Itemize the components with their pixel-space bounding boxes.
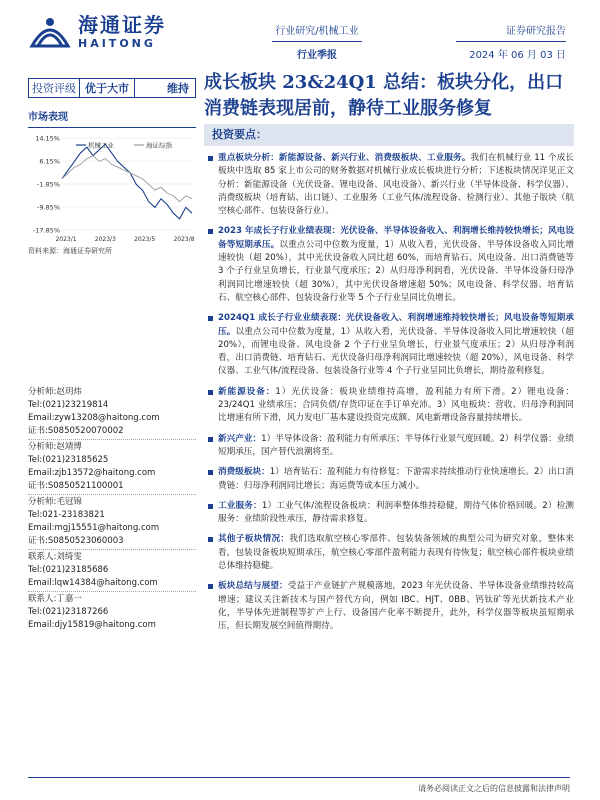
market-performance-section bbox=[28, 108, 196, 256]
x-tick-label: 2023/8 bbox=[173, 236, 195, 243]
analyst-line: Email:zjb13572@haitong.com bbox=[28, 468, 156, 478]
chart-source: 资料来源：海通证券研究所 bbox=[28, 247, 112, 255]
rating-value: 优于大市 bbox=[80, 79, 135, 97]
x-tick-label: 2023/5 bbox=[134, 236, 156, 243]
legal-footer: 请务必阅读正文之后的信息披露和法律声明 bbox=[418, 784, 570, 793]
market-chart-svg bbox=[28, 134, 196, 244]
series-line-machinery bbox=[62, 144, 192, 219]
analyst-line: Tel:(021)23187266 bbox=[28, 607, 109, 617]
report-type: 行业季报 bbox=[297, 50, 337, 61]
key-point-body: 我们在机械行业 11 个成长板块中选取 85 家上市公司的财务数据对机械行业成长板块进行分析；下述板块情况详见正文分析：新能源设备（光伏设备、锂电设备、风电设备）、新兴行业（半导体设备、科学仪器）、消费级板块（培育钻、出口链）、工业服务（工业气体/流程设备、检测行业）、其他子版块（航空核心部件、包装设备行业）。 bbox=[218, 153, 574, 217]
key-point-body: 以重点公司中位数为度量，1）从收入看，光伏设备、半导体设备收入同比增速较快（超 20%），而锂电设备、风电设备 2 个子行业呈负增长，行业景气度承压；2）从归母净利润看，出口消费链、培育钻石、光伏设备归母净利润同比增速较快（超 20%），风电设备、科学仪器、工业气体/流程设备、包装设备行业等 4 个子行业呈同比负增长，期待盈利修复。 bbox=[218, 326, 574, 377]
key-point-lead: 2023 年成长子行业业绩表现：光伏设备、半导体设备收入、利润增长维持较快增长；风电设备等短期承压。 bbox=[218, 226, 574, 250]
page-header bbox=[0, 0, 600, 64]
company-logo bbox=[28, 12, 166, 50]
logo-chinese: 海通证券 bbox=[78, 12, 166, 37]
series-line-index bbox=[62, 156, 192, 202]
report-title: 成长板块 23&24Q1 总结：板块分化，出口消费链表现居前，静待工业服务修复 bbox=[204, 72, 564, 119]
analyst-line: Tel:(021)23185686 bbox=[28, 565, 109, 575]
analyst-line: 分析师:赵靖博 bbox=[28, 442, 82, 452]
key-point-body: 1）半导体设备：盈利能力有所承压；半导体行业景气度回暖。2）科学仪器：业绩短期承压，国产替代浪潮将至。 bbox=[218, 433, 574, 457]
analyst-line: Email:djy15819@haitong.com bbox=[28, 620, 156, 630]
analyst-line: 证书:S0850521100001 bbox=[28, 481, 124, 491]
rating-change: 维持 bbox=[167, 82, 189, 95]
key-point-lead: 2024Q1 成长子行业业绩表现：光伏设备收入、利润增速维持较快增长；风电设备等短期承压。 bbox=[218, 313, 574, 337]
analyst-line: 分析师:毛冠锦 bbox=[28, 497, 82, 507]
key-point-body: 受益于产业链扩产规模落地，2023 年光伏设备、半导体设备业绩维持较高增速；建议关注新技术与国产替代方向，例如 IBC、HJT、0BB、钙钛矿等光伏新技术产业化，半导体先进制程等扩产上行、设备国产化率不断提升，此外，科学仪器等板块虽短期承压，但长期发展空间值得期待。 bbox=[218, 581, 574, 632]
y-tick-label: -17.85% bbox=[32, 226, 60, 235]
document-type: 证券研究报告 bbox=[456, 22, 566, 42]
key-point-body: 1）光伏设备：板块业绩维持高增，盈利能力有所下滑。2）锂电设备：23/24Q1 业绩承压；合同负债/存货印证在手订单充沛。3）风电板块：营收、归母净利润同比增速有所下滑，风力发电厂基本建设投资完成额、风电新增设备容量持续增长。 bbox=[218, 386, 574, 424]
key-point-lead: 新能源设备： bbox=[218, 386, 276, 397]
key-point-body: 1）培育钻石：盈利能力有待修复；下游需求持续推动行业快速增长。2）出口消费链：归母净利润同比增长；海运费等成本压力减小。 bbox=[218, 467, 574, 491]
analyst-contacts bbox=[28, 386, 196, 632]
key-point-item bbox=[204, 152, 574, 218]
y-tick-label: 14.15% bbox=[35, 134, 60, 143]
key-points-list bbox=[204, 152, 574, 634]
y-tick-label: -9.85% bbox=[37, 203, 60, 212]
y-tick-label: 6.15% bbox=[39, 157, 60, 166]
market-chart bbox=[28, 134, 196, 244]
analyst-line: 分析师:赵玥炜 bbox=[28, 387, 82, 397]
analyst-line: 证书:S0850523060003 bbox=[28, 536, 124, 546]
analyst-line: Email:zyw13208@haitong.com bbox=[28, 413, 160, 423]
y-tick-label: -1.85% bbox=[37, 180, 60, 189]
report-category: 行业研究/机械工业 bbox=[272, 22, 362, 42]
key-point-item bbox=[204, 433, 574, 460]
key-point-body: 以重点公司中位数为度量，1）从收入看，光伏设备、半导体设备收入同比增速较快（超 20%），其中光伏设备收入同比超 60%，而培育钻石、风电设备、出口消费链等 3 个子行业呈负增长，行业景气度承压；2）从归母净利润看，光伏设备、半导体设备归母净利润同比增速较快（超 30%），其中光伏设备增速超 50%；风电设备、科学仪器、培育钻石、航空核心部件、包装设备行业等 5 个子行业呈同比负增长。 bbox=[218, 239, 574, 303]
report-category-block bbox=[272, 22, 362, 61]
market-section-title: 市场表现 bbox=[28, 108, 196, 128]
key-point-lead: 板块总结与展望： bbox=[218, 581, 288, 592]
logo-english: HAITONG bbox=[78, 36, 156, 50]
key-point-body: 1）工业气体/流程设备板块：利润率整体维持稳健，期待气体价格回暖。2）检测服务：业绩阶段性承压，静待需求修复。 bbox=[218, 500, 574, 525]
x-tick-label: 2023/1 bbox=[55, 236, 77, 243]
key-point-lead: 消费级板块： bbox=[218, 467, 270, 478]
key-point-item bbox=[204, 466, 574, 493]
x-tick-label: 2023/3 bbox=[94, 236, 116, 243]
analyst-divider bbox=[28, 549, 196, 550]
haitong-logo-icon bbox=[28, 12, 72, 50]
analyst-divider bbox=[28, 591, 196, 592]
analyst-line: 联系人:丁嘉一 bbox=[28, 594, 82, 604]
report-meta-block bbox=[456, 22, 566, 61]
key-point-lead: 新兴产业： bbox=[218, 433, 262, 444]
legend-label: 机械工业 bbox=[88, 141, 114, 150]
analyst-divider bbox=[28, 439, 196, 440]
key-point-item bbox=[204, 312, 574, 378]
key-point-item bbox=[204, 500, 574, 527]
analyst-line: Tel:(021)23219814 bbox=[28, 400, 109, 410]
analyst-line: Tel:021-23183821 bbox=[28, 510, 105, 520]
key-points-section bbox=[204, 124, 574, 641]
report-date: 2024 年 06 月 03 日 bbox=[469, 50, 566, 61]
key-point-lead: 重点板块分析：新能源设备、新兴行业、消费级板块、工业服务。 bbox=[218, 153, 471, 163]
rating-label: 投资评级 bbox=[29, 79, 80, 97]
legend-label: 海证综指 bbox=[146, 141, 172, 150]
key-point-item bbox=[204, 386, 574, 426]
key-point-item bbox=[204, 533, 574, 573]
key-point-body: 我们选取航空核心零部件、包装装备领域的典型公司为研究对象，整体来看，包装设备板块短期承压，航空核心零部件盈利能力表现有待恢复；航空核心部件板块业绩总体维持稳健。 bbox=[218, 534, 574, 572]
key-point-lead: 其他子板块情况： bbox=[218, 534, 290, 545]
key-point-item bbox=[204, 580, 574, 633]
analyst-line: 联系人:刘绮雯 bbox=[28, 552, 82, 562]
analyst-line: Email:lqw14384@haitong.com bbox=[28, 578, 158, 588]
investment-rating bbox=[28, 78, 196, 98]
analyst-line: Tel:(021)23185625 bbox=[28, 455, 109, 465]
footer-divider bbox=[28, 777, 570, 778]
analyst-line: 证书:S0850520070002 bbox=[28, 426, 124, 436]
analyst-line: Email:mgj15551@haitong.com bbox=[28, 523, 160, 533]
key-points-heading: 投资要点： bbox=[204, 124, 574, 146]
key-point-item bbox=[204, 225, 574, 305]
analyst-divider bbox=[28, 494, 196, 495]
key-point-lead: 工业服务： bbox=[218, 500, 262, 511]
